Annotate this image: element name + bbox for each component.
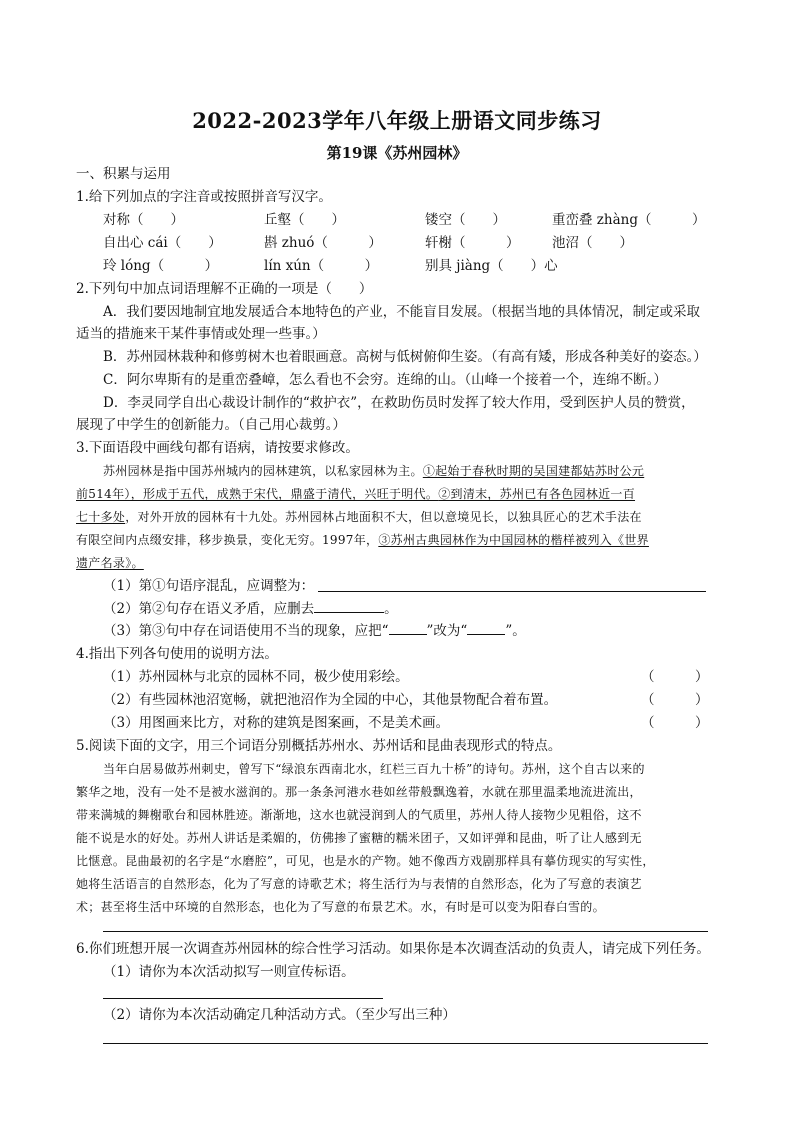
q3-sub1: （1）第①句语序混乱，应调整为： <box>103 578 315 594</box>
q1-item: 丘壑（ ） <box>264 212 345 228</box>
q3-sub3 <box>103 622 526 640</box>
q3-sub3-end: ”。 <box>505 623 526 639</box>
q6-task-2: （2）请你为本次活动确定几种活动方式。（至少写出三种） <box>103 1007 456 1023</box>
q3-passage-line <box>76 508 642 526</box>
q2-option-c: C．阿尔卑斯有的是重峦叠嶂，怎么看也不会穷。连绵的山。（山峰一个接着一个，连绵不断。） <box>103 372 667 388</box>
q5-passage-line: 繁华之地，没有一处不是被水滋润的。那一条条河港水巷如丝带般飘逸着，水就在那里温柔地流进流出， <box>76 785 642 799</box>
underlined-sentence-1: ①起始于春秋时期的吴国建都姑苏时公元 <box>422 464 645 478</box>
q1-item: 玲 lóng（ ） <box>103 258 219 274</box>
q3-sub2-text: （2）第②句存在语义矛盾，应删去 <box>103 601 315 617</box>
q5-passage-line: 比惬意。昆曲最初的名字是“水磨腔”，可见，也是水的产物。她不像西方戏剧那样具有摹仿现实的写实性， <box>76 854 655 868</box>
q3-passage-line <box>76 531 649 549</box>
q1-stem: 1.给下列加点的字注音或按照拼音写汉字。 <box>76 189 332 205</box>
q6-answer-line-1[interactable] <box>103 998 383 999</box>
q1-item: 别具 jiàng（ ）心 <box>425 258 558 274</box>
q5-passage-line: 她将生活语言的自然形态，化为了写意的诗歌艺术；将生活行为与表情的自然形态，化为了写意的表演艺 <box>76 877 642 891</box>
q2-option-a-cont: 适当的措施来干某件事情或处理一些事。） <box>76 326 326 342</box>
q6-stem: 6.你们班想开展一次调查苏州园林的综合性学习活动。如果你是本次调查活动的负责人，请完成下列任务。 <box>76 941 710 957</box>
q1-item: 池沼（ ） <box>552 235 633 251</box>
underlined-sentence-3: ③苏州古典园林作为中国园林的楷样被列入《世界 <box>378 533 649 547</box>
q1-item: 斟 zhuó（ ） <box>264 235 382 251</box>
q6-task-1: （1）请你为本次活动拟写一则宣传标语。 <box>103 964 355 980</box>
q4-item-2: （2）有些园林池沼宽畅，就把池沼作为全园的中心，其他景物配合着布置。 <box>103 692 558 708</box>
passage-text: 苏州园林是指中国苏州城内的园林建筑，以私家园林为主。 <box>103 464 423 478</box>
q4-item-1: （1）苏州园林与北京的园林不同，极少使用彩绘。 <box>103 669 409 685</box>
q3-answer-line-1[interactable] <box>318 591 706 592</box>
q2-option-a: A．我们要因地制宜地发展适合本地特色的产业，不能盲目发展。（根据当地的具体情况，制定或采取 <box>103 304 700 320</box>
q1-item: 自出心 cái（ ） <box>103 235 222 251</box>
q5-passage-line: 术；甚至将生活中环境的自然形态，也化为了写意的布景艺术。水，有时是可以变为阳春白雪的。 <box>76 900 605 914</box>
q2-stem: 2.下列句中加点词语理解不正确的一项是（ ） <box>76 281 373 297</box>
q3-sub3-mid: ”改为“ <box>426 623 468 639</box>
q4-answer-paren[interactable]: （ ） <box>641 669 709 685</box>
q4-answer-paren[interactable]: （ ） <box>641 692 709 708</box>
underlined-sentence-2: ②到清末，苏州已有各色园林近一百 <box>438 487 636 501</box>
q1-item: 对称（ ） <box>103 212 184 228</box>
q2-option-d: D．李灵同学自出心裁设计制作的“救护衣”，在救助伤员时发挥了较大作用，受到医护人员的赞赏， <box>103 395 695 411</box>
q3-answer-blank-3b[interactable] <box>467 622 505 635</box>
q4-item-3: （3）用图画来比方，对称的建筑是图案画，不是美术画。 <box>103 715 450 731</box>
q3-sub3-text: （3）第③句中存在词语使用不当的现象，应把“ <box>103 623 389 639</box>
q3-sub2-end: 。 <box>384 601 398 617</box>
q3-passage-line <box>103 462 644 480</box>
q1-item: lín xún（ ） <box>264 258 379 274</box>
q3-stem: 3.下面语段中画线句都有语病，请按要求修改。 <box>76 440 359 456</box>
section-heading: 一、积累与运用 <box>76 166 171 182</box>
q2-option-d-cont: 展现了中学生的创新能力。（自己用心裁剪。） <box>76 417 346 433</box>
q5-stem: 5.阅读下面的文字，用三个词语分别概括苏州水、苏州话和昆曲表现形式的特点。 <box>76 738 562 754</box>
q5-passage-line: 带来满城的舞榭歌台和园林胜迹。渐渐地，这水也就浸润到人的气质里，苏州人待人接物少见粗俗，这不 <box>76 808 642 822</box>
underlined-sentence-3-cont: 遗产名录》。 <box>76 556 144 570</box>
q2-option-b: B．苏州园林栽种和修剪树木也着眼画意。高树与低树俯仰生姿。（有高有矮，形成各种美好的姿态。） <box>103 349 707 365</box>
q6-answer-line-2[interactable] <box>103 1043 708 1044</box>
q5-answer-line[interactable] <box>103 931 708 932</box>
q3-passage-line <box>76 485 635 503</box>
passage-text: ，对外开放的园林有十九处。苏州园林占地面积不大，但以意境见长，以独具匠心的艺术手法在 <box>125 510 642 524</box>
underlined-sentence-1-cont: 前514年），形成于五代，成熟于宋代，鼎盛于清代，兴旺于明代。 <box>76 487 439 501</box>
q5-passage-line: 能不说是水的好处。苏州人讲话是柔媚的，仿佛掺了蜜糖的糯米团子，又如评弹和昆曲，听了让人感到无 <box>76 831 642 845</box>
q3-answer-blank-2[interactable] <box>314 600 384 613</box>
q3-answer-blank-3a[interactable] <box>389 622 427 635</box>
lesson-subtitle: 第19课《苏州园林》 <box>326 144 468 162</box>
q4-answer-paren[interactable]: （ ） <box>641 715 709 731</box>
q5-passage-line: 当年白居易做苏州刺史，曾写下“绿浪东西南北水，红栏三百九十桥”的诗句。苏州，这个自古以来的 <box>103 762 645 776</box>
q1-item: 重峦叠 zhàng（ ） <box>552 212 706 228</box>
q1-item: 镂空（ ） <box>425 212 506 228</box>
passage-text: 有限空间内点缀安排，移步换景，变化无穷。1997年， <box>76 533 379 547</box>
q1-item: 轩榭（ ） <box>425 235 520 251</box>
q4-stem: 4.指出下列各句使用的说明方法。 <box>76 646 278 662</box>
q3-sub2 <box>103 600 398 618</box>
underlined-sentence-2-cont: 七十多处 <box>76 510 126 524</box>
q3-passage-line <box>76 554 144 572</box>
page-title: 2022-2023学年八年级上册语文同步练习 <box>192 108 602 133</box>
